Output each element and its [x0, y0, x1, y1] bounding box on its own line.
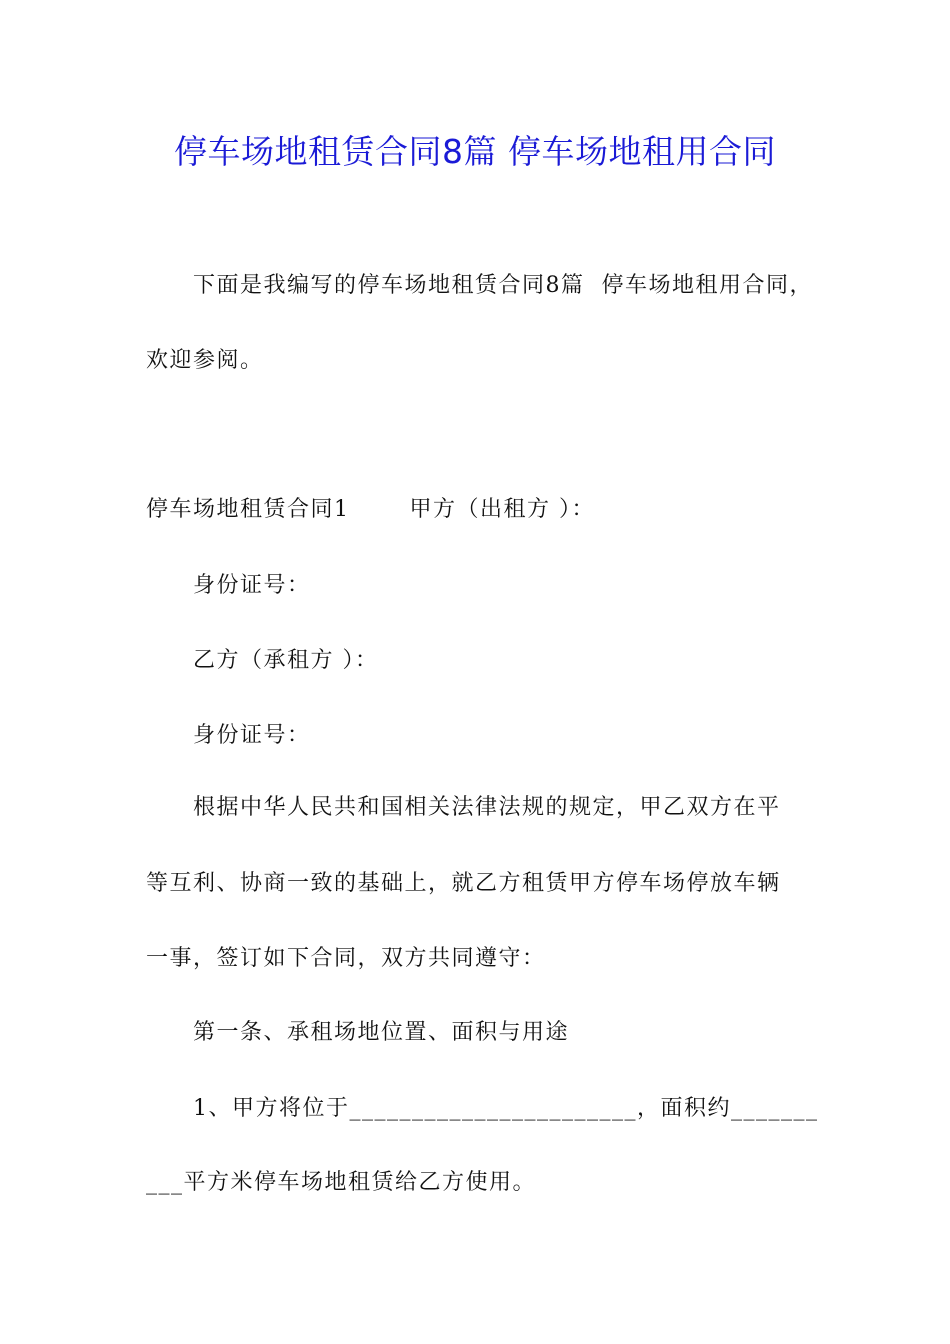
paragraph-line-3: 一事，签订如下合同，双方共同遵守： [146, 946, 546, 971]
article-1-item-1-line-1: 1、甲方将位于_______________________，面积约_______ [193, 1096, 819, 1121]
party-a-id-label: 身份证号： [193, 573, 311, 598]
intro-line-1: 下面是我编写的停车场地租赁合同8篇 停车场地租用合同， [193, 273, 813, 298]
section-heading-row [146, 494, 595, 526]
paragraph-line-2: 等互利、协商一致的基础上，就乙方租赁甲方停车场停放车辆 [146, 871, 781, 896]
party-b-id-label: 身份证号： [193, 723, 311, 748]
intro-line-2: 欢迎参阅。 [146, 348, 264, 373]
party-a-label: 甲方（出租方 ）： [409, 497, 595, 522]
party-b-label: 乙方（承租方 ）： [193, 648, 379, 673]
section-heading: 停车场地租赁合同1 [146, 497, 350, 522]
document-title: 停车场地租赁合同8篇 停车场地租用合同 [174, 132, 776, 171]
article-1-item-1-line-2: ___平方米停车场地租赁给乙方使用。 [146, 1170, 537, 1195]
article-1-title: 第一条、承租场地位置、面积与用途 [193, 1020, 570, 1045]
paragraph-line-1: 根据中华人民共和国相关法律法规的规定，甲乙双方在平 [193, 795, 781, 820]
